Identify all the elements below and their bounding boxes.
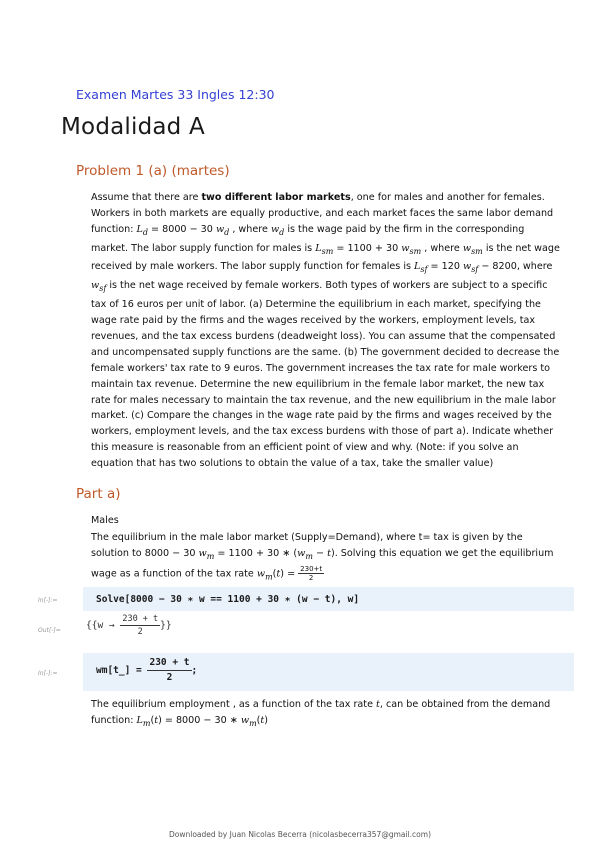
page-title: Modalidad A	[61, 114, 205, 140]
demand-text: The equilibrium employment , as a function of the tax rate t, can be obtained from the demand function: $L_m(t) = 8000 - 30$ ∗ $w_m(t)$	[91, 699, 551, 728]
input-label: In[-]:=	[38, 670, 58, 677]
males-label: Males	[91, 515, 119, 526]
wm-code[interactable]: wm[t_] = $\frac{230 + t}{2}$ ;	[96, 657, 198, 683]
equilibrium-text: The equilibrium in the male labor market (Supply=Demand), where t= tax is given by the solution to 8000 − 30 $w_m = 1100 + 30$ ∗ $(w_m - t)$. Solving this equation we get the equilibrium wage as a function of the tax rate $w_m(t)$ = $\frac{230+t}{2}$	[91, 532, 554, 582]
part-a-heading: Part a)	[76, 486, 121, 502]
problem-statement: Assume that there are two different labor markets, one for males and another for females. Workers in both markets are equally productive, and each market faces the same labor demand function: $L_d = 8000 - 30$ $w_d$ , where $w_d$ is the wage paid by the firm in the corresponding market. The labor supply function for males is $L_{sm} = 1100 + 30$ $w_{sm}$ , where $w_{sm}$ is the net wage received by male workers. The labor supply function for females is $L_{sf} = 120$ $w_{sf} - 8200$, where $w_{sf}$ is the net wage received by female workers. Both types of workers are subject to a specific tax of 16 euros per unit of labor. (a) Determine the equilibrium in each market, specifying the wage rate paid by the firms and the wages received by the workers, employment levels, tax revenues, and the tax excess burdens (deadweight loss). You can assume that the compensated and uncompensated supply functions are the same. (b) The government decided to decrease the female workers' tax rate to 9 euros. The government increases the tax rate for male workers to maintain tax revenue. Determine the new equilibrium in the female labor market, the new tax rate for males necessary to maintain the tax revenue, and the new equilibrium in the male labor market. (c) Compare the changes in the wage rate paid by the firms and wages received by the workers, employment levels, and the tax excess burdens with those of part a). Indicate whether this measure is reasonable from an efficient point of view and why. (Note: if you solve an equation that has two solutions to obtain the value of a tax, take the smaller value)	[91, 192, 560, 470]
solve-code[interactable]: Solve[8000 − 30 ∗ w == 1100 + 30 ∗ (w − t), w]	[96, 594, 360, 605]
problem-heading: Problem 1 (a) (martes)	[76, 163, 230, 179]
download-footer: Downloaded by Juan Nicolas Becerra (nicolasbecerra357@gmail.com)	[169, 830, 431, 839]
notebook-header: Examen Martes 33 Ingles 12:30	[76, 87, 275, 102]
solve-output: {{w → $\frac{230 + t}{2}$ }}	[86, 614, 172, 637]
input-label: In[-]:=	[38, 597, 58, 604]
output-label: Out[-]=	[38, 627, 61, 634]
